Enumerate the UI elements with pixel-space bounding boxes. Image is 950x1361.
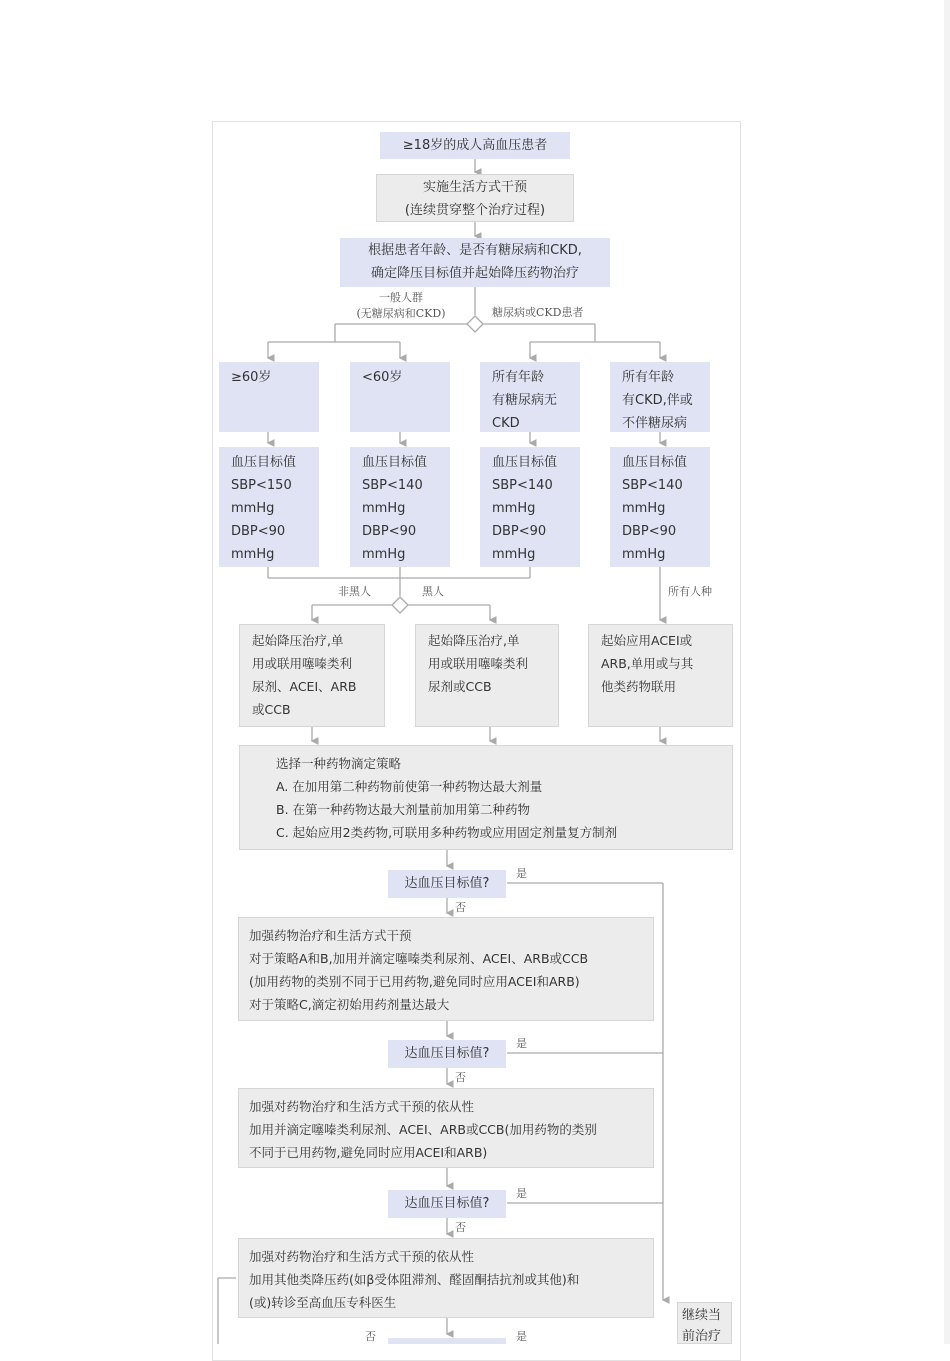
branch-general-line-2: (无糖尿病和CKD) (356, 307, 446, 320)
race-black-label: 黑人 (422, 585, 444, 598)
bp-goal-check-4-partial (388, 1338, 506, 1344)
group-3-line-2: 有糖尿病无 (492, 393, 558, 408)
bp-goal-check-1: 达血压目标值? (388, 870, 506, 898)
target-3-line-5: mmHg (492, 547, 536, 562)
target-1-line-2: SBP<150 (231, 478, 292, 493)
step3-line-2: 加用其他类降压药(如β受体阻滞剂、醛固酮拮抗剂或其他)和 (249, 1272, 580, 1287)
strategy-option-c: C. 起始应用2类药物,可联用多种药物或应用固定剂量复方制剂 (276, 825, 618, 840)
target-2-line-5: mmHg (362, 547, 406, 562)
intensify-step-1 (238, 917, 654, 1021)
group-age-under-60 (350, 362, 450, 432)
lifestyle-line-1: 实施生活方式干预 (422, 180, 527, 195)
strategy-title: 选择一种药物滴定策略 (276, 756, 402, 771)
check-4-no-label: 否 (365, 1330, 376, 1343)
target-4-line-4: DBP<90 (622, 524, 677, 539)
branch-general-line-1: 一般人群 (379, 291, 423, 304)
group-3-line-3: CKD (492, 416, 520, 431)
strategy-option-a: A. 在加用第二种药物前使第一种药物达最大剂量 (276, 779, 543, 794)
target-3-line-1: 血压目标值 (492, 455, 558, 470)
group-ckd (610, 362, 710, 432)
continue-line-1: 继续当 (682, 1308, 722, 1323)
target-1-line-1: 血压目标值 (231, 455, 297, 470)
check-2-no-label: 否 (455, 1071, 466, 1084)
target-1-line-3: mmHg (231, 501, 275, 516)
init-black-line-1: 起始降压治疗,单 (428, 633, 520, 648)
intensify-step-3 (238, 1238, 654, 1318)
target-4-line-2: SBP<140 (622, 478, 683, 493)
init-therapy-ckd (588, 624, 733, 727)
step2-line-1: 加强对药物治疗和生活方式干预的依从性 (249, 1099, 475, 1114)
target-2-line-4: DBP<90 (362, 524, 417, 539)
target-4-line-5: mmHg (622, 547, 666, 562)
init-nonblack-line-1: 起始降压治疗,单 (252, 633, 344, 648)
race-all-label: 所有人种 (668, 585, 712, 598)
target-determination-node (340, 238, 610, 287)
init-ckd-line-1: 起始应用ACEI或 (601, 633, 693, 648)
step3-line-1: 加强对药物治疗和生活方式干预的依从性 (249, 1249, 475, 1264)
lifestyle-line-2: (连续贯穿整个治疗过程) (404, 203, 546, 218)
step2-line-2: 加用并滴定噻嗪类利尿剂、ACEI、ARB或CCB(加用药物的类别 (249, 1122, 597, 1137)
continue-current-therapy (677, 1302, 732, 1344)
strategy-option-b: B. 在第一种药物达最大剂量前加用第二种药物 (276, 802, 531, 817)
check-1-yes-label: 是 (516, 867, 527, 880)
step3-line-3: (或)转诊至高血压专科医生 (249, 1295, 397, 1310)
init-nonblack-line-2: 用或联用噻嗪类利 (252, 656, 353, 671)
target-3-line-4: DBP<90 (492, 524, 547, 539)
target-1-line-4: DBP<90 (231, 524, 286, 539)
group-age-60-plus (219, 362, 319, 432)
target-4-line-3: mmHg (622, 501, 666, 516)
target-diabetes-no-ckd (480, 447, 580, 567)
step1-line-3: (加用药物的类别不同于已用药物,避免同时应用ACEI和ARB) (249, 974, 580, 989)
init-black-line-3: 尿剂或CCB (428, 679, 492, 694)
target-age-under-60 (350, 447, 450, 567)
group-diabetes-no-ckd (480, 362, 580, 432)
group-4-line-2: 有CKD,伴或 (622, 393, 693, 408)
target-4-line-1: 血压目标值 (622, 455, 688, 470)
lifestyle-node (376, 174, 574, 222)
branch-general-label (342, 290, 460, 322)
group-1-line-1: ≥60岁 (231, 370, 272, 385)
bp-goal-check-2: 达血压目标值? (388, 1040, 506, 1068)
intensify-step-2 (238, 1088, 654, 1168)
target-age-60-plus (219, 447, 319, 567)
target-ckd (610, 447, 710, 567)
step1-line-2: 对于策略A和B,加用并滴定噻嗪类利尿剂、ACEI、ARB或CCB (249, 951, 589, 966)
check-1-no-label: 否 (455, 901, 466, 914)
init-nonblack-line-3: 尿剂、ACEI、ARB (252, 679, 357, 694)
check-4-yes-label: 是 (516, 1330, 527, 1343)
target-2-line-3: mmHg (362, 501, 406, 516)
continue-line-2: 前治疗 (682, 1329, 722, 1344)
target-3-line-3: mmHg (492, 501, 536, 516)
step1-line-1: 加强药物治疗和生活方式干预 (249, 928, 412, 943)
determine-line-1: 根据患者年龄、是否有糖尿病和CKD, (368, 243, 582, 258)
group-2-line-1: <60岁 (362, 370, 403, 385)
init-ckd-line-2: ARB,单用或与其 (601, 656, 694, 671)
target-3-line-2: SBP<140 (492, 478, 553, 493)
bp-goal-check-3: 达血压目标值? (388, 1190, 506, 1218)
titration-strategy-node (239, 745, 733, 850)
target-1-line-5: mmHg (231, 547, 275, 562)
group-4-line-1: 所有年龄 (622, 370, 675, 385)
race-nonblack-label: 非黑人 (338, 585, 371, 598)
group-4-line-3: 不伴糖尿病 (622, 416, 688, 431)
start-node: ≥18岁的成人高血压患者 (380, 132, 570, 159)
step2-line-3: 不同于已用药物,避免同时应用ACEI和ARB) (249, 1145, 488, 1160)
init-black-line-2: 用或联用噻嗪类利 (428, 656, 529, 671)
check-3-yes-label: 是 (516, 1187, 527, 1200)
determine-line-2: 确定降压目标值并起始降压药物治疗 (370, 266, 579, 281)
init-nonblack-line-4: 或CCB (252, 702, 291, 717)
check-3-no-label: 否 (455, 1221, 466, 1234)
target-2-line-2: SBP<140 (362, 478, 423, 493)
target-2-line-1: 血压目标值 (362, 455, 428, 470)
step1-line-4: 对于策略C,滴定初始用药剂量达最大 (249, 997, 450, 1012)
init-therapy-black (415, 624, 559, 727)
init-therapy-nonblack (239, 624, 385, 727)
check-2-yes-label: 是 (516, 1037, 527, 1050)
branch-dm-ckd-label: 糖尿病或CKD患者 (492, 306, 584, 319)
group-3-line-1: 所有年龄 (492, 370, 545, 385)
init-ckd-line-3: 他类药物联用 (601, 679, 677, 694)
